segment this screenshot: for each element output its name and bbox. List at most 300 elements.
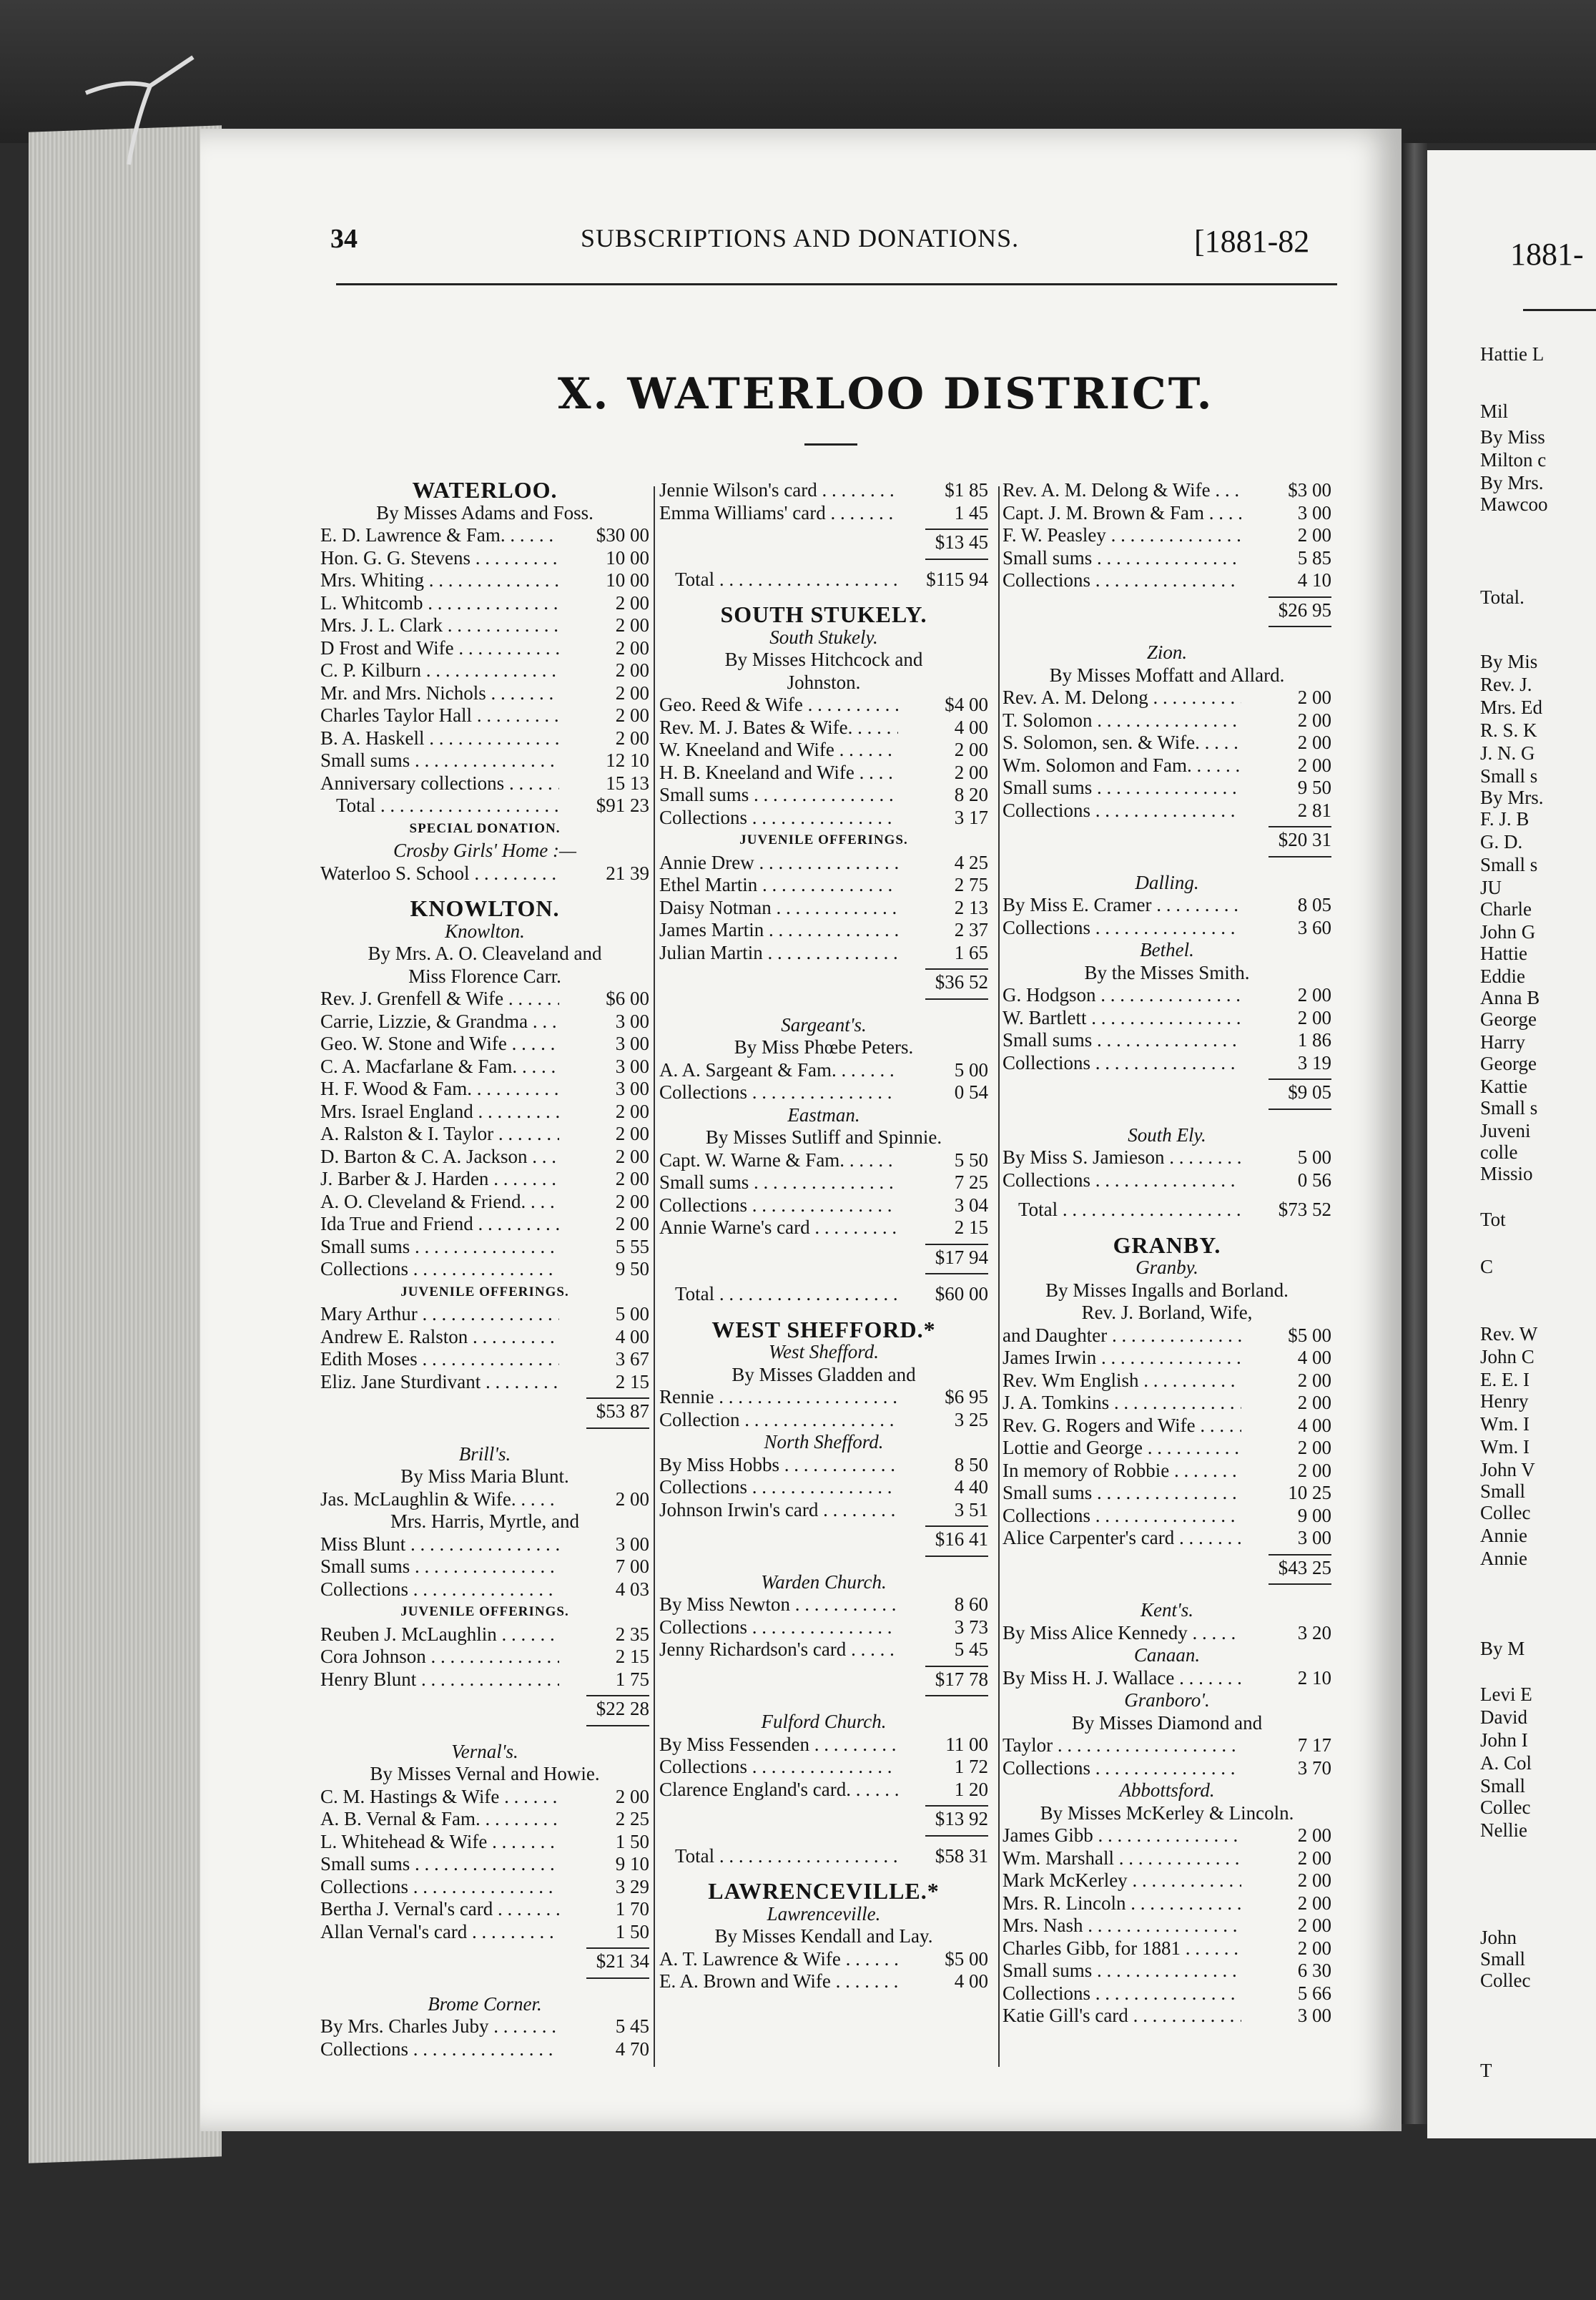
subtotal-rule: [1269, 596, 1331, 598]
donation-amount: 3 00: [615, 1078, 649, 1099]
subtotal-amount: $26 95: [1278, 599, 1331, 621]
spacer: [320, 1430, 649, 1443]
right-page-line: JU: [1480, 877, 1502, 898]
donor-name: By Mrs. Charles Juby . . .: [320, 2015, 559, 2038]
donation-amount: 8 20: [954, 784, 988, 805]
donor-name: James Irwin . . .: [1003, 1347, 1241, 1370]
spacer: [1003, 859, 1331, 872]
donor-name: Small sums . . .: [1003, 1960, 1241, 1982]
donation-row: [320, 524, 649, 547]
donor-name: Bertha J. Vernal's card . . .: [320, 1898, 559, 1921]
donor-name: Mr. and Mrs. Nichols . . .: [320, 682, 559, 705]
donation-row: [320, 569, 649, 592]
subtotal-amount: $22 28: [596, 1698, 649, 1719]
right-page-line: Small s: [1480, 765, 1538, 787]
donation-row: [1003, 732, 1331, 755]
donation-amount: 4 70: [615, 2038, 649, 2060]
donor-name: Annie Drew . . .: [659, 852, 898, 875]
donor-name: C. P. Kilburn . . .: [320, 659, 559, 682]
donation-row: [320, 2038, 649, 2061]
donation-row: [659, 784, 988, 807]
donation-amount: 11 00: [945, 1733, 988, 1755]
donation-amount: 7 17: [1297, 1734, 1331, 1756]
donor-name: A. Ralston & I. Taylor . . .: [320, 1123, 559, 1146]
right-page-line: George: [1480, 1008, 1537, 1030]
subtotal-amount: $13 45: [935, 531, 988, 553]
donation-row: [1003, 1460, 1331, 1483]
title-rule: [804, 443, 857, 446]
donation-amount: 2 00: [615, 682, 649, 704]
subtotal-amount: $36 52: [935, 971, 988, 993]
donation-row: [1003, 984, 1331, 1007]
donor-name: Collections . . .: [1003, 1757, 1241, 1780]
right-page-line: Harry: [1480, 1031, 1525, 1053]
donation-row: [320, 1348, 649, 1371]
donor-name: H. B. Kneeland and Wife . . .: [659, 762, 898, 785]
subtotal-rule: [925, 559, 988, 560]
spacer: [659, 1276, 988, 1283]
donor-name: James Martin . . .: [659, 919, 898, 942]
donor-name: Collections . . .: [1003, 1169, 1241, 1192]
donor-name: Daisy Notman . . .: [659, 897, 898, 920]
donor-name: D Frost and Wife . . .: [320, 637, 559, 660]
subtotal-block: [1003, 596, 1331, 628]
subtotal-block: [659, 1525, 988, 1557]
collector-line: By Misses Diamond and: [1071, 1711, 1263, 1734]
donor-name: Anniversary collections . . .: [320, 772, 559, 795]
section-heading: KNOWLTON.: [410, 895, 560, 921]
spacer: [659, 561, 988, 569]
donation-row: [659, 897, 988, 920]
column-3: [1003, 479, 1331, 2028]
donation-row: [1003, 1847, 1331, 1870]
donation-amount: 4 25: [954, 851, 988, 873]
donor-name: Collections . . .: [659, 1616, 898, 1639]
right-page-line: Henry: [1480, 1390, 1529, 1412]
donation-amount: 4 00: [1297, 1414, 1331, 1436]
donation-amount: 2 00: [1297, 732, 1331, 753]
donation-amount: 7 00: [615, 1556, 649, 1577]
spacer: [1003, 1191, 1331, 1199]
donation-row: [1003, 894, 1331, 917]
donation-row: [1003, 1370, 1331, 1392]
collector-line: Rev. J. Borland, Wife,: [1081, 1302, 1253, 1323]
donation-amount: 3 29: [615, 1875, 649, 1897]
right-page-line: By Mrs.: [1480, 787, 1544, 808]
donation-row: [1003, 1007, 1331, 1030]
donation-amount: 9 10: [615, 1853, 649, 1874]
donor-name: By Miss H. J. Wallace . . .: [1003, 1667, 1241, 1690]
donor-name: Mrs. Nash . . .: [1003, 1915, 1241, 1937]
donation-row: [320, 547, 649, 570]
total-label: Total . . .: [336, 795, 559, 817]
column-divider: [654, 486, 655, 2067]
donor-name: By Miss Newton . . .: [659, 1593, 898, 1616]
donor-name: J. A. Tomkins . . .: [1003, 1392, 1241, 1415]
subtotal-amount: $13 92: [935, 1808, 988, 1829]
donation-row: [1003, 1757, 1331, 1780]
donation-amount: 2 35: [615, 1623, 649, 1645]
donation-row: [1003, 1437, 1331, 1460]
donation-row: [320, 1623, 649, 1646]
donor-name: S. Solomon, sen. & Wife. . . .: [1003, 732, 1241, 755]
donation-row: [659, 1948, 988, 1971]
donation-amount: 2 15: [954, 1217, 988, 1238]
donation-amount: 21 39: [606, 862, 649, 884]
collector-line: Johnston.: [787, 671, 861, 693]
subtotal-rule: [1269, 1078, 1331, 1080]
donation-row: [320, 682, 649, 705]
donation-amount: 9 50: [615, 1258, 649, 1279]
right-page-line: By M: [1480, 1638, 1525, 1659]
subsection-heading: South Stukely.: [769, 626, 878, 648]
donation-amount: 0 54: [954, 1081, 988, 1103]
donor-name: By Miss Alice Kennedy . . .: [1003, 1622, 1241, 1645]
right-page-line: T: [1480, 2060, 1492, 2081]
donor-name: F. W. Peasley . . .: [1003, 524, 1241, 547]
donation-amount: 5 55: [615, 1235, 649, 1257]
page-number: 34: [330, 224, 358, 254]
donation-row: [1003, 1169, 1331, 1192]
donation-amount: 2 00: [615, 637, 649, 659]
donation-amount: 3 25: [954, 1408, 988, 1430]
donor-name: Collections . . .: [659, 1476, 898, 1499]
subtotal-rule: [925, 1273, 988, 1274]
donation-row: [1003, 1029, 1331, 1052]
donation-amount: $4 00: [945, 694, 988, 715]
running-head-year: [1881-82: [1194, 224, 1310, 259]
donor-name: Small sums . . .: [1003, 1482, 1241, 1505]
right-page-year: 1881-: [1510, 237, 1584, 272]
donation-row: [320, 1146, 649, 1169]
subsection-heading: Knowlton.: [445, 920, 525, 942]
donor-name: By Miss Fessenden . . .: [659, 1734, 898, 1756]
donor-name: C. M. Hastings & Wife . . .: [320, 1786, 559, 1809]
subtotal-rule: [1269, 1583, 1331, 1585]
subtotal-rule: [1269, 826, 1331, 827]
donor-name: Collections . . .: [320, 2038, 559, 2061]
subtotal-block: [1003, 826, 1331, 857]
donation-row: [1003, 1915, 1331, 1937]
donor-name: and Daughter . . .: [1003, 1325, 1241, 1347]
donation-row: [1003, 1960, 1331, 1982]
donation-row: [659, 1059, 988, 1082]
donation-amount: 2 00: [1297, 1869, 1331, 1891]
donation-amount: 2 00: [1297, 1847, 1331, 1869]
donation-amount: $30 00: [596, 524, 649, 546]
donor-name: Collection . . .: [659, 1409, 898, 1432]
donation-amount: 3 00: [615, 1010, 649, 1032]
subtotal-rule: [925, 1525, 988, 1527]
collector-line: By Misses Hitchcock and: [724, 649, 923, 670]
donor-name: Jennie Wilson's card . . .: [659, 479, 898, 502]
donation-row: [1003, 1146, 1331, 1169]
donation-amount: 3 20: [1297, 1621, 1331, 1643]
subtotal-amount: $16 41: [935, 1528, 988, 1550]
subtotal-rule: [925, 998, 988, 1000]
donor-name: Collections . . .: [320, 1876, 559, 1899]
total-amount: $60 00: [935, 1283, 988, 1304]
right-page-line: Small s: [1480, 1097, 1538, 1119]
donation-row: [1003, 1982, 1331, 2005]
subtotal-block: [659, 1244, 988, 1275]
donation-row: [659, 762, 988, 785]
donation-amount: 2 00: [1297, 984, 1331, 1006]
right-page-line: Milton c: [1480, 449, 1547, 471]
donor-name: By Miss Hobbs . . .: [659, 1454, 898, 1477]
donor-name: A. O. Cleveland & Friend. . . .: [320, 1191, 559, 1214]
right-page-line: Juveni: [1480, 1120, 1531, 1141]
donation-amount: 2 37: [954, 919, 988, 940]
donation-row: [659, 1476, 988, 1499]
collector-line: By Misses Sutliff and Spinnie.: [705, 1126, 942, 1148]
donor-name: Capt. J. M. Brown & Fam . . .: [1003, 502, 1241, 525]
donation-amount: 2 00: [1297, 687, 1331, 708]
donation-amount: 2 00: [615, 727, 649, 749]
subtotal-block: [1003, 1078, 1331, 1110]
donor-name: W. Bartlett . . .: [1003, 1007, 1241, 1030]
subsection-heading: Abbottsford.: [1119, 1779, 1215, 1801]
right-page-line: Mil: [1480, 400, 1509, 422]
subtotal-block: [320, 1695, 649, 1726]
donation-row: [1003, 1869, 1331, 1892]
donation-row: [1003, 800, 1331, 822]
donation-row: [1003, 755, 1331, 777]
right-page-line: R. S. K: [1480, 719, 1537, 741]
donation-row: [320, 1488, 649, 1511]
donation-amount: 4 03: [615, 1578, 649, 1600]
column-2: [659, 479, 988, 1993]
subtotal-rule: [1269, 1109, 1331, 1110]
donation-row: [1003, 569, 1331, 592]
total-row: [1003, 1199, 1331, 1222]
donation-row: [320, 1853, 649, 1876]
donor-name: B. A. Haskell . . .: [320, 727, 559, 750]
collector-line: Mrs. Harris, Myrtle, and: [390, 1510, 579, 1532]
donor-name: Geo. Reed & Wife . . .: [659, 694, 898, 717]
donor-name: Rev. Wm English . . .: [1003, 1370, 1241, 1392]
donation-row: [320, 637, 649, 660]
donor-name: Collections . . .: [659, 807, 898, 830]
donation-row: [320, 1669, 649, 1691]
subtotal-block: [659, 1666, 988, 1697]
donation-amount: 5 85: [1297, 546, 1331, 569]
donor-name: Charles Taylor Hall . . .: [320, 704, 559, 727]
donation-amount: 2 00: [615, 1488, 649, 1510]
donation-row: [320, 1303, 649, 1326]
total-row: [659, 569, 988, 591]
donation-amount: 12 10: [606, 750, 649, 771]
donor-name: Mark McKerley . . .: [1003, 1869, 1241, 1892]
donation-row: [320, 1808, 649, 1831]
donation-row: [659, 852, 988, 875]
donation-amount: 2 00: [1297, 1915, 1331, 1936]
donor-name: Rev. J. Grenfell & Wife . . .: [320, 988, 559, 1011]
donor-name: Small sums . . .: [320, 1556, 559, 1578]
total-amount: $115 94: [926, 568, 988, 590]
donation-row: [1003, 1734, 1331, 1757]
donation-row: [320, 1011, 649, 1033]
donor-name: Lottie and George . . .: [1003, 1437, 1241, 1460]
donation-amount: 2 00: [615, 659, 649, 681]
donor-name: Johnson Irwin's card . . .: [659, 1499, 898, 1522]
subtotal-rule: [586, 1397, 649, 1399]
donation-amount: 3 17: [954, 806, 988, 828]
donation-amount: 1 50: [615, 1830, 649, 1852]
right-page-line: Missio: [1480, 1163, 1533, 1184]
collector-line: By Miss Maria Blunt.: [400, 1465, 569, 1487]
donation-row: [320, 1123, 649, 1146]
donor-name: Small sums . . .: [320, 1236, 559, 1259]
donation-amount: 2 10: [1297, 1666, 1331, 1689]
donation-row: [659, 1499, 988, 1522]
donor-name: Mary Arthur . . .: [320, 1303, 559, 1326]
donation-amount: $6 95: [945, 1386, 988, 1407]
donation-row: [320, 988, 649, 1011]
donation-row: [1003, 1505, 1331, 1528]
donation-amount: 2 00: [615, 1785, 649, 1807]
donation-row: [320, 2015, 649, 2038]
donation-amount: 10 25: [1288, 1482, 1331, 1503]
donor-name: Rev. M. J. Bates & Wife. . . .: [659, 717, 898, 739]
donation-amount: $6 00: [606, 988, 649, 1009]
right-page-line: David: [1480, 1706, 1527, 1728]
donor-name: Miss Blunt . . .: [320, 1533, 559, 1556]
collector-line: By Misses Moffatt and Allard.: [1049, 664, 1285, 686]
donation-row: [659, 807, 988, 830]
subtotal-rule: [586, 1725, 649, 1726]
donation-row: [1003, 1415, 1331, 1438]
subtotal-rule: [586, 1947, 649, 1949]
donation-row: [320, 659, 649, 682]
donation-row: [320, 1191, 649, 1214]
donation-amount: 3 70: [1297, 1756, 1331, 1779]
subtotal-block: [320, 1947, 649, 1979]
donation-amount: 8 05: [1297, 894, 1331, 915]
total-amount: $91 23: [596, 795, 649, 816]
donor-name: Small sums . . .: [1003, 1029, 1241, 1052]
donor-name: A. T. Lawrence & Wife . . .: [659, 1948, 898, 1971]
donor-name: Geo. W. Stone and Wife . . .: [320, 1033, 559, 1056]
donation-amount: 2 00: [1297, 1892, 1331, 1914]
donation-row: [659, 1149, 988, 1172]
donor-name: Wm. Marshall . . .: [1003, 1847, 1241, 1870]
donation-amount: 3 19: [1297, 1051, 1331, 1073]
right-header-rule: [1523, 309, 1596, 311]
donation-amount: 10 00: [606, 546, 649, 569]
donation-amount: 3 00: [615, 1533, 649, 1555]
donation-row: [320, 1556, 649, 1578]
donation-amount: 2 00: [1297, 709, 1331, 731]
donor-name: Collections . . .: [659, 1756, 898, 1779]
donation-amount: 2 00: [615, 1145, 649, 1167]
donor-name: Charles Gibb, for 1881 . . .: [1003, 1937, 1241, 1960]
subtotal-rule: [1269, 1554, 1331, 1556]
donation-row: [1003, 1347, 1331, 1370]
subtotal-rule: [925, 1666, 988, 1667]
right-page-line: By Miss: [1480, 426, 1545, 448]
donor-name: James Gibb . . .: [1003, 1824, 1241, 1847]
donation-amount: 2 00: [954, 761, 988, 783]
donation-amount: 2 00: [615, 704, 649, 726]
donation-row: [320, 1168, 649, 1191]
donor-name: By Miss E. Cramer . . .: [1003, 894, 1241, 917]
spacer: [1003, 1586, 1331, 1599]
donation-amount: 5 00: [615, 1303, 649, 1325]
donor-name: Rev. A. M. Delong . . .: [1003, 687, 1241, 709]
donation-amount: 2 00: [615, 1213, 649, 1234]
donation-amount: 1 65: [954, 941, 988, 963]
donation-row: [659, 1970, 988, 1993]
donor-name: Jenny Richardson's card . . .: [659, 1638, 898, 1661]
total-amount: $58 31: [935, 1844, 988, 1867]
donation-amount: 2 00: [615, 614, 649, 636]
total-label: Total . . .: [675, 1845, 898, 1868]
donation-row: [659, 919, 988, 942]
donation-row: [659, 1734, 988, 1756]
donor-name: Jas. McLaughlin & Wife. . . .: [320, 1488, 559, 1511]
donation-row: [320, 1033, 649, 1056]
subtotal-rule: [586, 1977, 649, 1979]
book-page-edges: [29, 125, 222, 2163]
donation-row: [659, 1409, 988, 1432]
donation-amount: 8 60: [954, 1593, 988, 1615]
donation-row: [1003, 502, 1331, 525]
donation-row: [659, 739, 988, 762]
donation-row: [1003, 709, 1331, 732]
donation-row: [1003, 479, 1331, 502]
donation-row: [659, 874, 988, 897]
right-page-line: Tot: [1480, 1209, 1506, 1230]
subsection-heading: Granby.: [1136, 1257, 1198, 1278]
donor-name: Small sums . . .: [1003, 777, 1241, 800]
donation-row: [1003, 524, 1331, 547]
subsection-heading: Brill's.: [458, 1443, 511, 1465]
right-page-line: Nellie: [1480, 1819, 1527, 1841]
donor-name: Rev. A. M. Delong & Wife . . .: [1003, 479, 1241, 502]
donor-name: G. Hodgson . . .: [1003, 984, 1241, 1007]
section-heading: WEST SHEFFORD.*: [711, 1316, 936, 1342]
donation-row: [1003, 1325, 1331, 1347]
donor-name: Cora Johnson . . .: [320, 1646, 559, 1669]
subsection-heading: Fulford Church.: [761, 1711, 887, 1732]
donor-name: D. Barton & C. A. Jackson . . .: [320, 1146, 559, 1169]
donor-name: Collections . . .: [1003, 1982, 1241, 2005]
subtotal-amount: $53 87: [596, 1400, 649, 1422]
donation-row: [1003, 1824, 1331, 1847]
right-page-line: Rev. J.: [1480, 674, 1532, 695]
donation-amount: 0 56: [1297, 1169, 1331, 1191]
donation-row: [320, 1646, 649, 1669]
section-heading: GRANBY.: [1113, 1232, 1221, 1258]
donor-name: Rev. G. Rogers and Wife . . .: [1003, 1415, 1241, 1438]
subtotal-rule: [586, 1427, 649, 1429]
subtotal-rule: [925, 1556, 988, 1557]
subsection-heading: Crosby Girls' Home :—: [393, 840, 577, 861]
right-page-line: Collec: [1480, 1970, 1531, 1991]
donation-row: [320, 1056, 649, 1078]
donor-name: A. A. Sargeant & Fam. . . .: [659, 1059, 898, 1082]
header-rule: [336, 283, 1337, 285]
total-row: [659, 1845, 988, 1868]
donor-name: C. A. Macfarlane & Fam. . . .: [320, 1056, 559, 1078]
subsection-heading: Eastman.: [787, 1104, 860, 1126]
right-page-line: Mawcoo: [1480, 493, 1548, 515]
donor-name: E. A. Brown and Wife . . .: [659, 1970, 898, 1993]
donor-name: Collections . . .: [659, 1194, 898, 1217]
donor-name: J. Barber & J. Harden . . .: [320, 1168, 559, 1191]
donor-name: Capt. W. Warne & Fam. . . .: [659, 1149, 898, 1172]
